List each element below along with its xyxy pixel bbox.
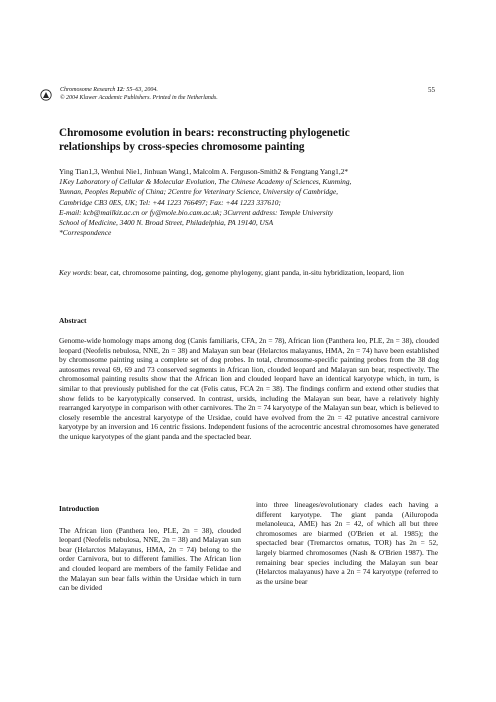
journal-name: Chromosome Research <box>60 87 116 93</box>
page-number: 55 <box>428 86 435 94</box>
author-block <box>59 167 449 238</box>
title-line-2: relationships by cross-species chromosome painting <box>59 141 305 153</box>
correspondence-note: *Correspondence <box>59 228 112 238</box>
affiliation-line: E-mail: kcb@mailkiz.ac.cn or fy@mole.bio.cam.ac.uk; 3Current address: Temple University <box>59 207 334 217</box>
keywords-list: : bear, cat, chromosome painting, dog, genome phylogeny, giant panda, in-situ hybridization, leopard, lion <box>90 268 405 277</box>
title-line-1: Chromosome evolution in bears: reconstructing phylogenetic <box>59 127 350 139</box>
abstract-text: Genome-wide homology maps among dog (Canis familiaris, CFA, 2n = 78), African lion (Panthera leo, PLE, 2n = 38), clouded leopard (Neofelis nebulosa, NNE, 2n = 38) and Malayan sun bear (Helarctos malayanus, HMA, 2n = 74) have been established by chromosome painting using a complete set of dog probes. In total, chromosome-specific painting probes from the 38 dog autosomes reveal 69, 69 and 73 conserved segments in African lion, clouded leopard and Malayan sun bear, respectively. The chromosomal painting results show that the African lion and clouded leopard have an identical karyotype which, in turn, is similar to that previously published for the cat (Felis catus, FCA 2n = 38). The findings confirm and extend other studies that show felids to be karyotypically conserved. In contrast, ursids, including the Malayan sun bear, have a relatively highly rearranged karyotype in comparison with other carnivores. The 2n = 74 karyotype of the Malayan sun bear, which is believed to closely resemble the ancestral karyotype of the Ursidae, could have evolved from the 2n = 42 putative ancestral carnivore karyotype by an inversion and 16 centric fissions. Independent fusions of the acrocentric ancestral chromosomes have generated the unique karyotypes of the giant panda and the spectacled bear. <box>59 336 439 441</box>
affiliation-line: Yunnan, Peoples Republic of China; 2Centre for Veterinary Science, University of Cambridge, <box>59 187 339 197</box>
introduction-paragraph: The African lion (Panthera leo, PLE, 2n = 38), clouded leopard (Neofelis nebulosa, NNE, 2n = 38) and Malayan sun bear (Helarctos Malayanus, HMA, 2n = 74) belong to the order Carnivora, but to different families. The African lion and clouded leopard are members of the family Felidae and the Malayan sun bear falls within the Ursidae which in turn can be divided <box>59 525 241 593</box>
publisher-logo-icon <box>40 89 52 101</box>
keywords <box>59 268 439 278</box>
introduction-heading: Introduction <box>59 504 100 513</box>
affiliation-line: Cambridge CB3 0ES, UK; Tel: +44 1223 766497; Fax: +44 1223 337610; <box>59 197 281 207</box>
journal-header <box>60 86 218 102</box>
body-column-right <box>256 500 438 586</box>
abstract-heading: Abstract <box>59 316 87 325</box>
journal-issue: 12 <box>116 87 123 93</box>
affiliation-line: 1Key Laboratory of Cellular & Molecular Evolution, The Chinese Academy of Sciences, Kunming, <box>59 177 352 187</box>
copyright-line: © 2004 Kluwer Academic Publishers. Printed in the Netherlands. <box>60 95 218 101</box>
affiliation-line: School of Medicine, 3400 N. Broad Street, Philadelphia, PA 19140, USA <box>59 218 274 228</box>
journal-pages: : 55–63, 2004. <box>122 87 158 93</box>
authors-line: Ying Tian1,3, Wenhui Nie1, Jinhuan Wang1, Malcolm A. Ferguson-Smith2 & Fengtang Yang1,2* <box>59 167 349 176</box>
article-title <box>59 126 439 154</box>
keywords-label: Key words <box>59 268 91 277</box>
introduction-paragraph-continued: into three lineages/evolutionary clades each having a different karyotype. The giant panda (Ailuropoda melanoleuca, AME) has 2n = 42, of which all but three chromosomes are biarmed (O'Brien et al. 1985); the spectacled bear (Tremarctos ornatus, TOR) has 2n = 52, largely biarmed chromosomes (Nash & O'Brien 1987). The remaining bear species including the Malayan sun bear (Helarctos malayanus) have a 2n = 74 karyotype (referred to as the ursine bear <box>256 500 438 586</box>
body-column-left <box>59 504 241 593</box>
